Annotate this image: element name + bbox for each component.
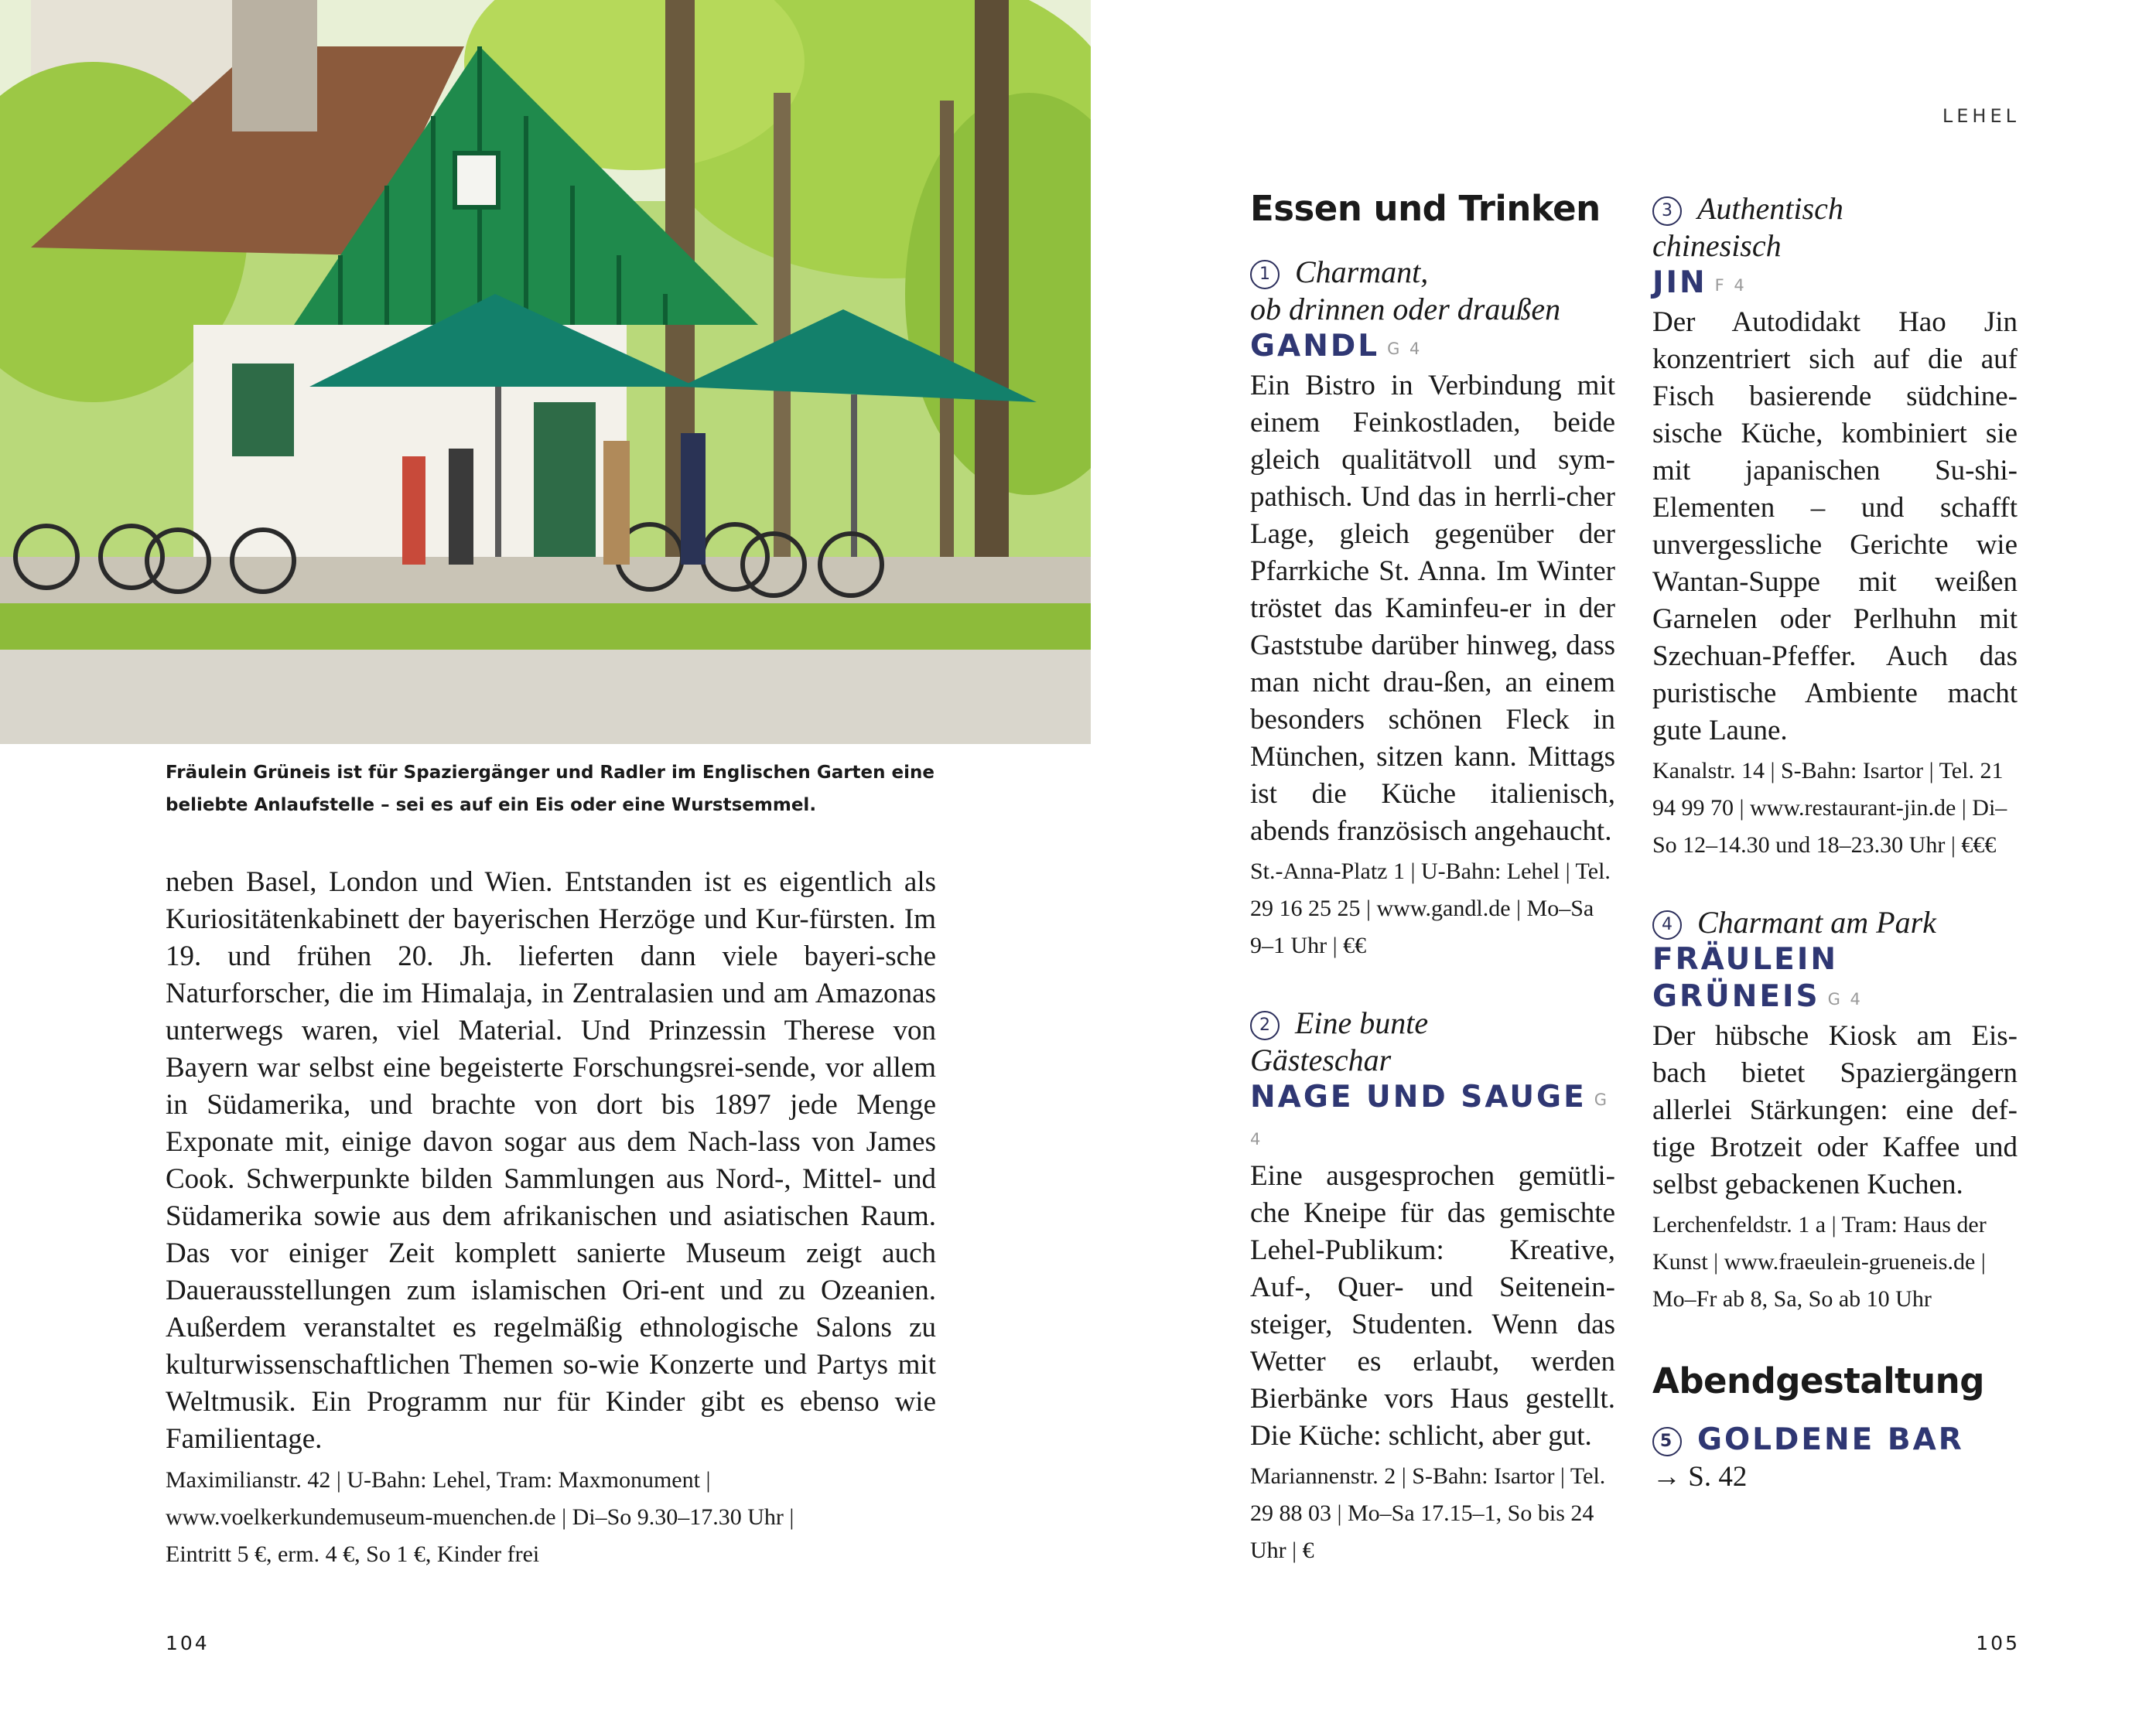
entry-description: Der hübsche Kiosk am Eis-bach bietet Spaziergängern allerlei Stärkungen: eine def-tige Brotzeit oder Kaffee und selbst gebackenen Kuchen. (1652, 1020, 2018, 1200)
entry-name-line1: FRÄULEIN (1652, 942, 1838, 977)
info-line: Maximilianstr. 42 | U-Bahn: Lehel, Tram: Maxmonument | (166, 1467, 711, 1493)
entry-number: 4 (1652, 910, 1682, 940)
section-title-abend: Abendgestaltung (1652, 1360, 1984, 1401)
map-grid-ref: G 4 (1387, 340, 1423, 358)
running-head: LEHEL (1942, 105, 2020, 127)
tagline-line2: chinesisch (1652, 228, 1782, 263)
entry-name (1250, 1079, 1615, 1158)
entry-tagline (1652, 190, 2018, 227)
entry-name (1652, 265, 2018, 304)
entry-name (1652, 1422, 2018, 1459)
map-grid-ref: F 4 (1714, 276, 1747, 295)
entry-info: Lerchenfeldstr. 1 a | Tram: Haus der Kunst | www.fraeulein-grueneis.de | Mo–Fr ab 8, Sa, So ab 10 Uhr (1652, 1212, 1987, 1312)
entry-number: 2 (1250, 1011, 1280, 1040)
entry-tagline (1250, 254, 1615, 291)
chimney (232, 0, 317, 131)
entry-info: St.-Anna-Platz 1 | U-Bahn: Lehel | Tel. 29 16 25 25 | www.gandl.de | Mo–Sa 9–1 Uhr | €€ (1250, 858, 1611, 958)
tree-trunk (774, 93, 791, 572)
kiosk-window (455, 153, 498, 207)
entry-name-text: GOLDENE BAR (1697, 1422, 1964, 1457)
museum-text: neben Basel, London und Wien. Entstanden ist es eigentlich als Kuriositätenkabinett der bayerischen Herzöge und Kur-fürsten. Im 19. und frühen 20. Jh. lieferten dann viele bayeri-sche Naturforscher, die im Himalaja, in Zentralasien und am Amazonas unterwegs waren, viel Material. Und Prinzessin Therese von Bayern war selbst eine begeisterte Forschungsrei-sende, vor allem in Südamerika, und brachte von dort bis 1897 jede Menge Exponate mit, einige davon sogar aus dem Nach-lass von James Cook. Schwerpunkte bilden Sammlungen aus Nord-, Mittel- und Südamerika sowie aus dem afrikanischen und asiatischen Raum. Das vor einiger Zeit komplett sanierte Museum zeigt auch Dauerausstellungen zum islamischen Ori-ent und zu Ozeanien. Außerdem veranstaltet es regelmäßig ethnologische Salons zu kulturwissenschaftlichen Themen so-wie Konzerte und Partys mit Weltmusik. Ein Programm nur für Kinder gibt es ebenso wie Familientage. (166, 866, 936, 1455)
tagline-line1: Eine bunte (1295, 1005, 1429, 1040)
tree-trunk (975, 0, 1009, 588)
map-grid-ref: G 4 (1827, 990, 1863, 1009)
entry-name (1652, 978, 2018, 1018)
umbrella-pole (495, 387, 501, 557)
kiosk-photo (0, 0, 1091, 744)
entry-name-text: NAGE UND SAUGE (1250, 1080, 1587, 1115)
entry-info: Mariannenstr. 2 | S-Bahn: Isartor | Tel. 29 88 03 | Mo–Sa 17.15–1, So bis 24 Uhr | € (1250, 1463, 1606, 1563)
column-2 (1652, 190, 2018, 1496)
tagline-line1: Charmant am Park (1697, 905, 1936, 940)
tagline-line1: Charmant, (1295, 254, 1429, 289)
umbrella-pole (851, 394, 857, 565)
path (0, 650, 1091, 744)
caption-line: beliebte Anlaufstelle – sei es auf ein Eis oder eine Wurstsemmel. (166, 795, 817, 815)
entry-number: 1 (1250, 260, 1280, 289)
entry-number: 3 (1652, 196, 1682, 226)
tree-trunk (940, 101, 954, 565)
info-line: Eintritt 5 €, erm. 4 €, So 1 €, Kinder frei (166, 1541, 540, 1567)
entry-tagline (1652, 904, 2018, 941)
page-number-right: 105 (1976, 1632, 2020, 1654)
photo-caption (166, 756, 939, 821)
entry-goldene-bar (1652, 1422, 2018, 1496)
caption-line: Fräulein Grüneis ist für Spaziergänger und Radler im Englischen Garten eine (166, 763, 934, 783)
museum-info (166, 1462, 936, 1573)
kiosk-illustration (0, 0, 1091, 744)
entry-gandl (1250, 254, 1615, 964)
page-reference: → S. 42 (1652, 1461, 1748, 1493)
entry-fraeulein-grueneis (1652, 904, 2018, 1318)
entry-jin (1652, 190, 2018, 864)
tagline-line2: Gästeschar (1250, 1043, 1392, 1077)
column-1 (1250, 186, 1615, 1609)
entry-description: Ein Bistro in Verbindung mit einem Feinkostladen, beide gleich qualitätvoll und sym-pathisch. Und das in herrli-cher Lage, gleich gegenüber der Pfarrkiche St. Anna. Im Winter tröstet das Kaminfeu-er in der Gaststube darüber hinweg, dass man nicht drau-ßen, an einem besonders schönen Fleck in München, sitzen kann. Mittags ist die Küche italienisch, abends französisch angehaucht. (1250, 370, 1615, 847)
entry-info: Kanalstr. 14 | S-Bahn: Isartor | Tel. 21 94 99 70 | www.restaurant-jin.de | Di–So 12–14.30 und 18–23.30 Uhr | €€€ (1652, 758, 2007, 858)
tagline-line1: Authentisch (1697, 191, 1843, 226)
info-line: www.voelkerkundemuseum-muenchen.de | Di–So 9.30–17.30 Uhr | (166, 1504, 794, 1530)
map-grid-ref: G 4 (1250, 1091, 1609, 1149)
kiosk-window (232, 364, 294, 456)
entry-nage-und-sauge (1250, 1005, 1615, 1569)
kiosk-door (534, 402, 596, 565)
page-number-left: 104 (166, 1632, 210, 1654)
entry-name (1250, 328, 1615, 367)
entry-tagline (1250, 1005, 1615, 1042)
entry-name-text: GRÜNEIS (1652, 979, 1820, 1014)
entry-number: 5 (1652, 1427, 1682, 1456)
section-title-essen: Essen und Trinken (1250, 188, 1601, 229)
entry-description: Eine ausgesprochen gemütli-che Kneipe für das gemischte Lehel-Publikum: Kreative, Auf-, Quer- und Seitenein-steiger, Studenten. Wenn das Wetter es erlaubt, werden Bierbänke vors Haus gestellt. Die Küche: schlicht, aber gut. (1250, 1160, 1615, 1452)
entry-name-text: JIN (1652, 265, 1707, 300)
tagline-line2: ob drinnen oder draußen (1250, 292, 1561, 326)
entry-description: Der Autodidakt Hao Jin konzentriert sich auf die auf Fisch basierende südchine-sische Küche, kombiniert sie mit japanischen Su-shi-Elementen – und schafft unvergessliche Gerichte wie Wantan-Suppe mit weißen Garnelen oder Perlhuhn mit Szechuan-Pfeffer. Auch das puristische Ambiente macht gute Laune. (1652, 306, 2018, 746)
entry-name-text: GANDL (1250, 329, 1380, 364)
